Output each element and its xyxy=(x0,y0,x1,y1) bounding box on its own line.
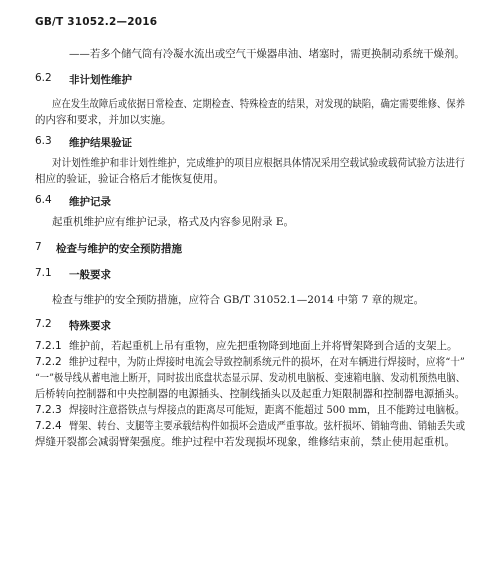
section-number: 6.2 xyxy=(35,72,52,84)
paragraph-line: 焊缝开裂都会减弱臂架强度。维护过程中若发现损坏现象，维修结束前，禁止使用起重机。 xyxy=(35,436,455,448)
chapter-title: 检查与维护的安全预防措施 xyxy=(56,243,182,255)
paragraph-line: 应在发生故障后或依据日常检查、定期检查、特殊检查的结果，对发现的缺陷，确定需要维修、保养 xyxy=(52,98,466,110)
paragraph-line: 起重机维护应有维护记录，格式及内容参见附录 E。 xyxy=(52,216,295,228)
paragraph-line: ——若多个储气筒有冷凝水流出或空气干燥器串油、堵塞时，需更换制动系统干燥剂。 xyxy=(69,48,465,60)
paragraph-line: 维护过程中，为防止焊接时电流会导致控制系统元件的损坏，在对车辆进行焊接时，应将“十” xyxy=(69,356,465,368)
clause-number: 7.2.1 xyxy=(35,340,62,352)
section-number: 7.2 xyxy=(35,318,52,330)
paragraph-line: 检查与维护的安全预防措施，应符合 GB/T 31052.1—2014 中第 7 章的规定。 xyxy=(52,294,425,306)
section-number: 6.3 xyxy=(35,135,52,147)
section-number: 6.4 xyxy=(35,194,52,206)
paragraph-line: 相应的验证，验证合格后才能恢复使用。 xyxy=(35,173,224,185)
paragraph-line: 对计划性维护和非计划性维护，完成维护的项目应根据具体情况采用空载试验或载荷试验方法进行 xyxy=(52,157,465,169)
paragraph-line: 的内容和要求，并加以实施。 xyxy=(35,114,172,126)
paragraph-line: “一”极导线从蓄电池上断开，同时拔出底盘状态显示屏、发动机电脑板、变速箱电脑、发动机预热电脑、 xyxy=(35,372,466,384)
paragraph-line: 后桥转向控制器和中央控制器的电源插头、控制线插头以及起重力矩限制器和控制器电源插头。 xyxy=(35,388,465,400)
section-title: 非计划性维护 xyxy=(69,74,132,86)
paragraph-line: 维护前，若起重机上吊有重物，应先把重物降到地面上并将臂架降到合适的支架上。 xyxy=(69,340,458,352)
paragraph-line: 焊接时注意搭铁点与焊接点的距离尽可能短，距离不能超过 500 mm，且不能跨过电脑板。 xyxy=(69,404,465,416)
section-title: 维护记录 xyxy=(69,196,111,208)
clause-number: 7.2.3 xyxy=(35,404,62,416)
clause-number: 7.2.2 xyxy=(35,356,62,368)
section-title: 特殊要求 xyxy=(69,320,111,332)
section-title: 一般要求 xyxy=(69,269,111,281)
clause-number: 7.2.4 xyxy=(35,420,62,432)
chapter-number: 7 xyxy=(35,241,42,253)
paragraph-line: 臂架、转台、支腿等主要承载结构件如损坏会造成严重事故。弦杆损坏、销轴弯曲、销轴丢失或 xyxy=(69,420,466,432)
section-number: 7.1 xyxy=(35,267,52,279)
standard-number-header: GB/T 31052.2—2016 xyxy=(35,16,158,28)
section-title: 维护结果验证 xyxy=(69,137,132,149)
